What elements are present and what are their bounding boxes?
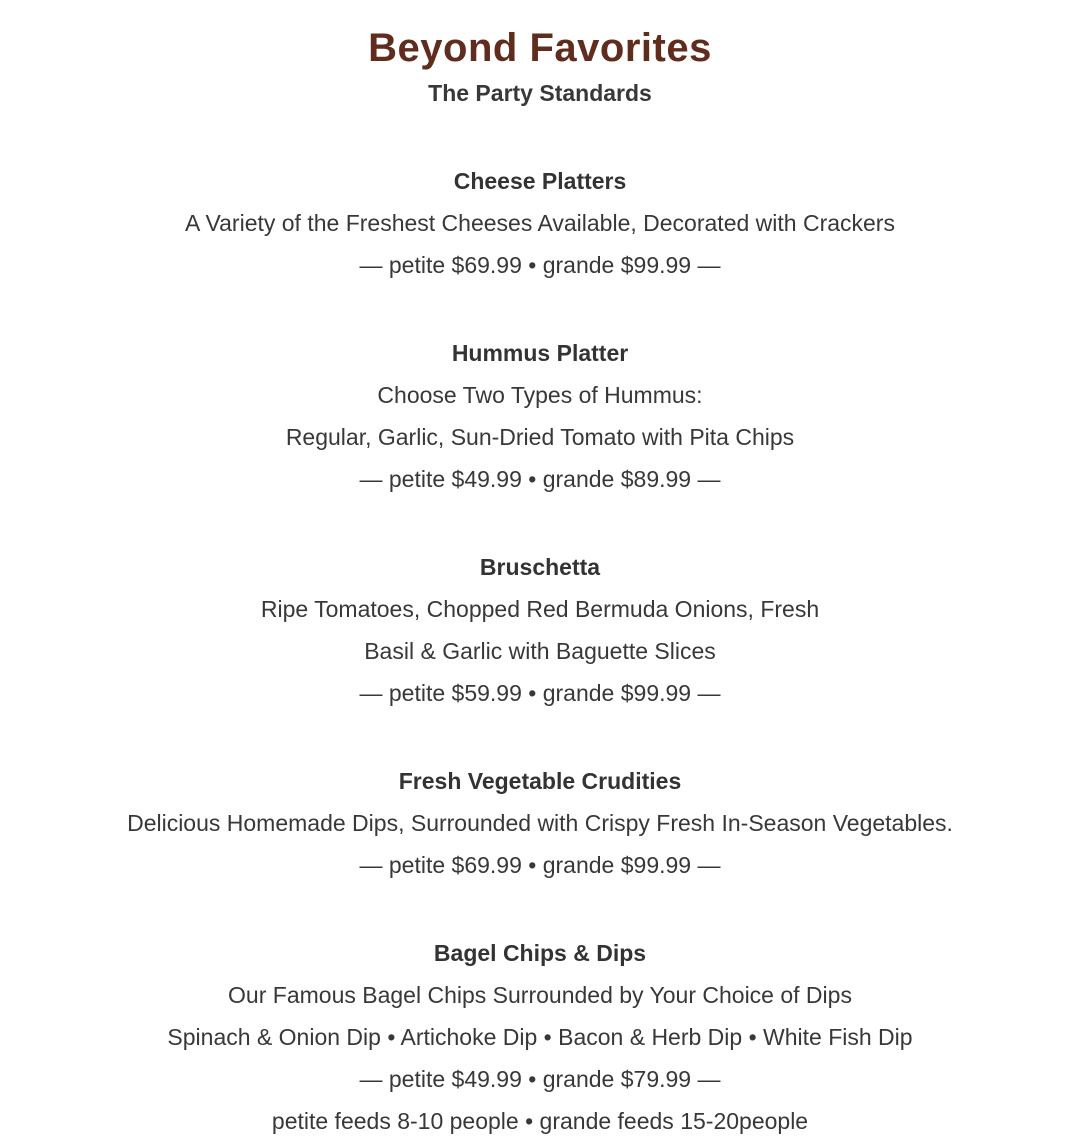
page-title: Beyond Favorites xyxy=(368,26,712,70)
item-description-line: Basil & Garlic with Baguette Slices xyxy=(364,638,716,664)
menu-item-fresh-vegetable-crudities xyxy=(0,760,1080,886)
item-description-line: Choose Two Types of Hummus: xyxy=(377,382,703,408)
item-description-line: Delicious Homemade Dips, Surrounded with Crispy Fresh In-Season Vegetables. xyxy=(127,810,953,836)
item-price-line: — petite $59.99 • grande $99.99 — xyxy=(359,680,721,706)
item-description-line: Spinach & Onion Dip • Artichoke Dip • Bacon & Herb Dip • White Fish Dip xyxy=(167,1024,913,1050)
item-name: Hummus Platter xyxy=(451,340,629,366)
item-name: Fresh Vegetable Crudities xyxy=(398,768,682,794)
menu-item-cheese-platters xyxy=(0,160,1080,286)
item-price-line: — petite $49.99 • grande $89.99 — xyxy=(359,466,721,492)
item-name: Cheese Platters xyxy=(453,168,627,194)
item-description-line: A Variety of the Freshest Cheeses Available, Decorated with Crackers xyxy=(185,210,895,236)
menu-item-bruschetta xyxy=(0,546,1080,714)
item-name: Bruschetta xyxy=(479,554,601,580)
item-description-line: Our Famous Bagel Chips Surrounded by Your Choice of Dips xyxy=(228,982,852,1008)
item-name: Bagel Chips & Dips xyxy=(433,940,647,966)
menu-header xyxy=(0,24,1080,114)
item-price-line: — petite $69.99 • grande $99.99 — xyxy=(359,252,721,278)
item-price-line: — petite $69.99 • grande $99.99 — xyxy=(359,852,721,878)
menu-item-bagel-chips-and-dips xyxy=(0,932,1080,1142)
item-serving-note: petite feeds 8-10 people • grande feeds 15-20people xyxy=(271,1108,809,1134)
menu-item-hummus-platter xyxy=(0,332,1080,500)
page-subtitle: The Party Standards xyxy=(428,80,652,106)
item-price-line: — petite $49.99 • grande $79.99 — xyxy=(359,1066,721,1092)
item-description-line: Ripe Tomatoes, Chopped Red Bermuda Onions, Fresh xyxy=(260,596,820,622)
item-description-line: Regular, Garlic, Sun-Dried Tomato with Pita Chips xyxy=(285,424,795,450)
